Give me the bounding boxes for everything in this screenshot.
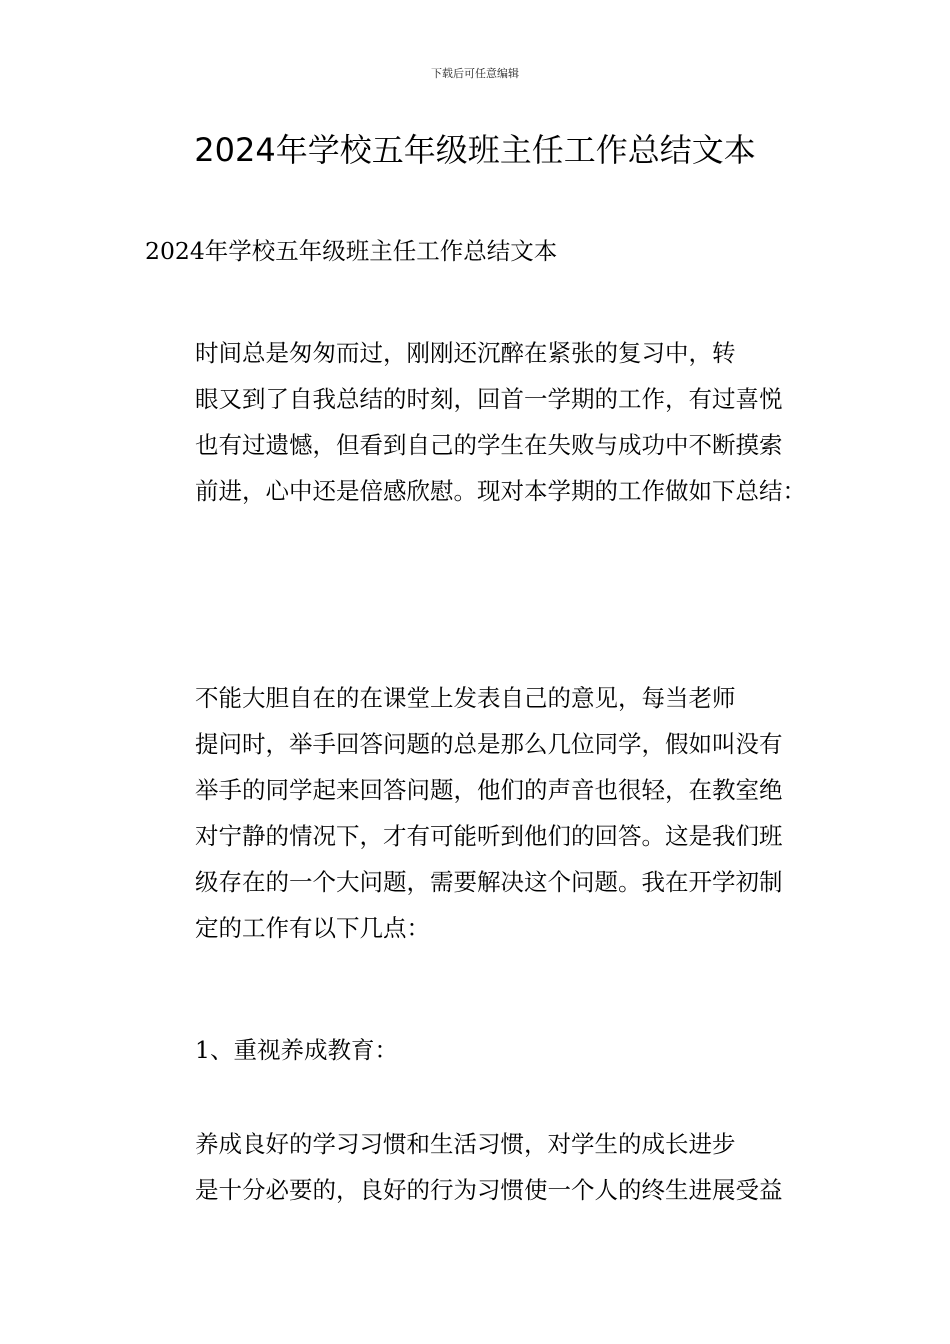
- paragraph-problem: [145, 675, 807, 951]
- paragraph-line: 时间总是匆匆而过，刚刚还沉醉在紧张的复习中，转: [195, 339, 736, 367]
- paragraph-intro: [145, 330, 807, 514]
- paragraph-line: 不能大胆自在的在课堂上发表自己的意见，每当老师: [195, 684, 736, 712]
- paragraph-line: 1、重视养成教育：: [195, 1036, 398, 1064]
- paragraph-line: 对宁静的情况下，才有可能听到他们的回答。这是我们班: [195, 822, 783, 850]
- paragraph-line: 也有过遗憾，但看到自己的学生在失败与成功中不断摸索: [195, 431, 783, 459]
- paragraph-line: 级存在的一个大问题，需要解决这个问题。我在开学初制: [195, 868, 783, 896]
- paragraph-line: 养成良好的学习习惯和生活习惯，对学生的成长进步: [195, 1130, 736, 1158]
- paragraph-line: 眼又到了自我总结的时刻，回首一学期的工作，有过喜悦: [195, 385, 783, 413]
- paragraph-line: 定的工作有以下几点：: [195, 914, 430, 942]
- section-heading: [145, 1027, 807, 1073]
- paragraph-line: 举手的同学起来回答问题，他们的声音也很轻，在教室绝: [195, 776, 783, 804]
- paragraph-line: 是十分必要的，良好的行为习惯使一个人的终生进展受益: [195, 1176, 783, 1204]
- paragraph-habits: [145, 1121, 807, 1213]
- paragraph-line: 提问时，举手回答问题的总是那么几位同学，假如叫没有: [195, 730, 783, 758]
- header-note: 下载后可任意编辑: [431, 67, 519, 80]
- document-subtitle: 2024年学校五年级班主任工作总结文本: [145, 237, 558, 265]
- document-title: 2024年学校五年级班主任工作总结文本: [194, 131, 756, 169]
- paragraph-line: 前进，心中还是倍感欣慰。现对本学期的工作做如下总结：: [195, 477, 806, 505]
